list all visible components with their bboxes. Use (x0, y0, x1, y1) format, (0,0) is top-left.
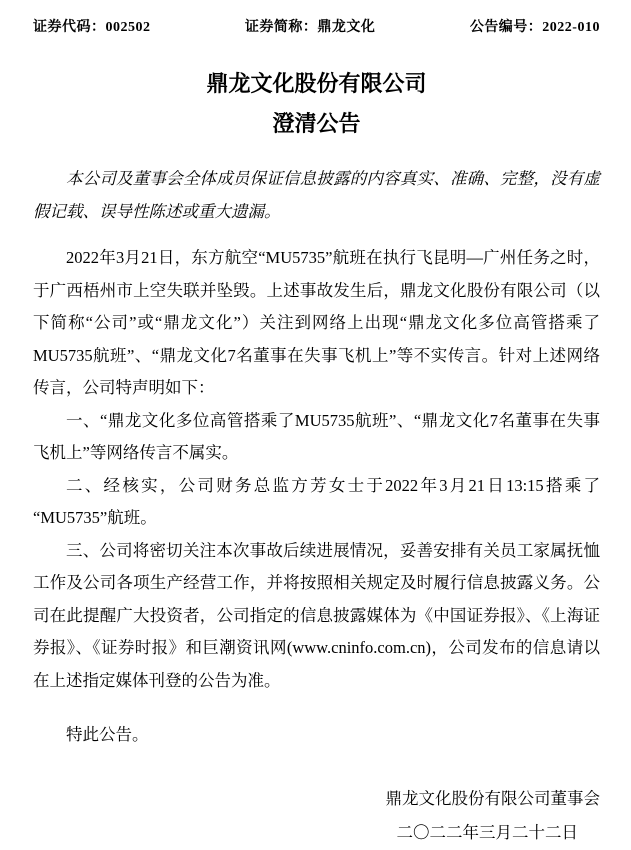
announcement-type-title: 澄清公告 (272, 111, 361, 136)
incident-background-paragraph: 2022年3月21日，东方航空“MU5735”航班在执行飞昆明—广州任务之时，于广西梧州市上空失联并坠毁。上述事故发生后，鼎龙文化股份有限公司（以下简称“公司”或“鼎龙文化”）关注到网络上出现“鼎龙文化多位高管搭乘了MU5735航班”、“鼎龙文化7名董事在失事飞机上”等不实传言。针对上述网络传言，公司特声明如下： (33, 248, 600, 397)
board-disclaimer-paragraph: 本公司及董事会全体成员保证信息披露的内容真实、准确、完整，没有虚假记载、误导性陈述或重大遗漏。 (33, 169, 600, 221)
stock-short-name: 证券简称：鼎龙文化 (244, 20, 376, 35)
signature-date: 二〇二二年三月二十二日 (396, 822, 578, 842)
signature-block (33, 782, 600, 850)
signature-issuer: 鼎龙文化股份有限公司董事会 (385, 788, 600, 808)
stock-code: 证券代码：002502 (33, 20, 151, 35)
closing-statement: 特此公告。 (66, 725, 149, 744)
document-header (33, 16, 600, 36)
announcement-number: 公告编号：2022-010 (469, 20, 600, 35)
title-block (33, 64, 600, 144)
statement-item-2: 二、经核实，公司财务总监方芳女士于2022年3月21日13:15搭乘了“MU5735”航班。 (33, 475, 600, 527)
statement-item-1: 一、“鼎龙文化多位高管搭乘了MU5735航班”、“鼎龙文化7名董事在失事飞机上”等网络传言不属实。 (33, 410, 600, 462)
statement-item-3: 三、公司将密切关注本次事故后续进展情况，妥善安排有关员工家属抚恤工作及公司各项生产经营工作，并将按照相关规定及时履行信息披露义务。公司在此提醒广大投资者，公司指定的信息披露媒体为《中国证券报》、《上海证券报》、《证券时报》和巨潮资讯网(www.cninfo.com.cn)，公司发布的信息请以在上述指定媒体刊登的公告为准。 (33, 540, 600, 690)
company-title: 鼎龙文化股份有限公司 (206, 71, 427, 96)
